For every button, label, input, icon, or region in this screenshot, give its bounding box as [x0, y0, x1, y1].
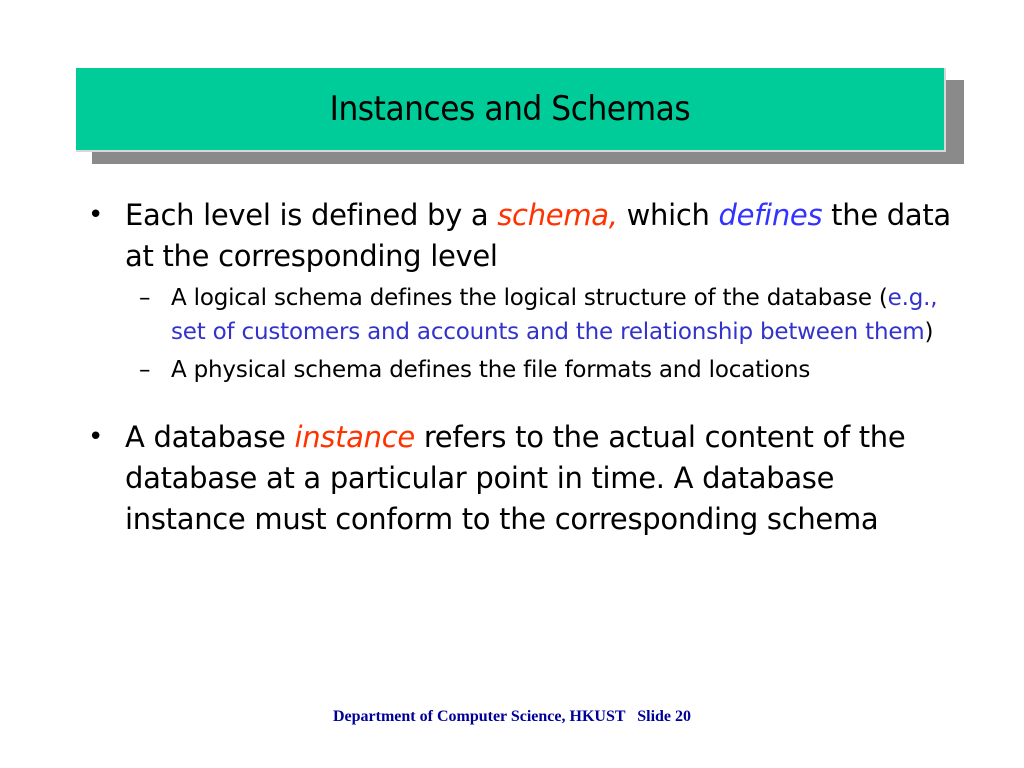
- emphasis-instance: instance: [294, 420, 415, 454]
- dash-marker: –: [139, 285, 151, 311]
- dash-marker: –: [139, 357, 151, 383]
- bullet-text: Each level is defined by a: [125, 198, 498, 232]
- slide-title: Instances and Schemas: [329, 89, 691, 129]
- bullet-item: [88, 417, 958, 540]
- bullet-text: A database: [125, 420, 295, 454]
- bullet-text: which: [617, 198, 719, 232]
- sub-bullet-text: A physical schema defines the file formats and locations: [171, 357, 811, 383]
- bullet-text: refers to the actual content of the database at a particular point in time. A database instance must conform to the corresponding schema: [125, 420, 906, 536]
- bullet-item: [88, 195, 958, 277]
- slide-footer: [0, 708, 1024, 726]
- sub-bullet-item: [125, 281, 958, 349]
- slide-content: [88, 195, 958, 540]
- bullet-marker: •: [88, 200, 104, 230]
- example-text: e.g., set of customers and accounts and the relationship between them: [171, 285, 938, 345]
- emphasis-defines: defines: [718, 198, 823, 232]
- footer-text: Department of Computer Science, HKUST Slide 20: [332, 708, 692, 725]
- sub-bullet-item: [125, 353, 958, 387]
- title-box: [76, 68, 946, 152]
- emphasis-schema: schema,: [497, 198, 618, 232]
- sub-bullet-text: ): [924, 319, 934, 345]
- bullet-marker: •: [88, 422, 104, 452]
- bullet-text: the data at the corresponding level: [125, 198, 951, 273]
- sub-bullet-text: A logical schema defines the logical structure of the database (: [171, 285, 888, 311]
